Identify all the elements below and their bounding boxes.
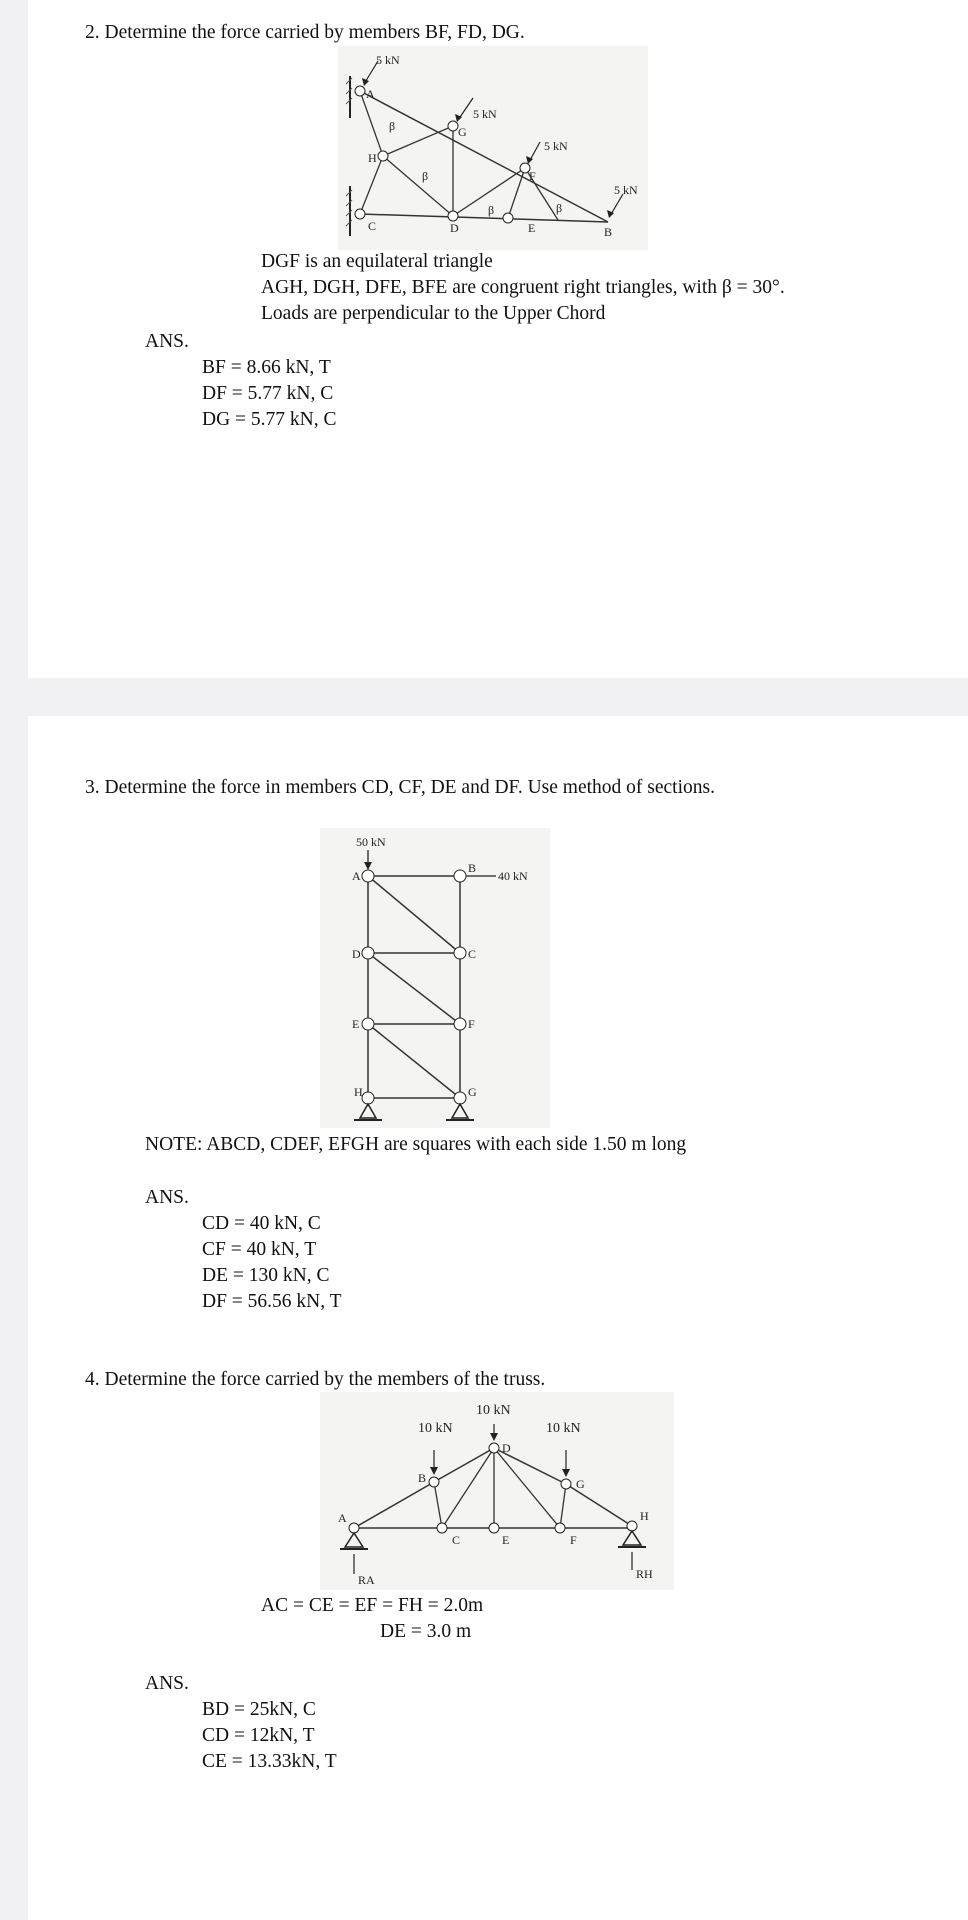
problem4-ans-label: ANS.: [145, 1673, 189, 1694]
problem3-title: 3. Determine the force in members CD, CF, DE and DF. Use method of sections.: [85, 777, 715, 798]
p4-label-RH: RH: [636, 1567, 653, 1581]
problem2-note-1: DGF is an equilateral triangle: [261, 251, 493, 272]
joint-B: [429, 1477, 439, 1487]
p4-label-D: D: [502, 1441, 511, 1455]
p2-beta-3: β: [488, 203, 495, 217]
problem2-note-3: Loads are perpendicular to the Upper Chord: [261, 303, 606, 324]
p2-label-E: E: [528, 221, 536, 235]
joint-H: [378, 151, 388, 161]
p2-label-D: D: [450, 221, 459, 235]
p2-load-top: 5 kN: [376, 53, 400, 67]
p2-beta-4: β: [556, 201, 563, 215]
p3-load-a: 50 kN: [356, 835, 386, 849]
problem4-answer-3: CE = 13.33kN, T: [202, 1751, 337, 1772]
problem3-ans-label: ANS.: [145, 1187, 189, 1208]
problem2-note-2: AGH, DGH, DFE, BFE are congruent right triangles, with β = 30°.: [261, 277, 785, 298]
p4-label-A: A: [338, 1511, 347, 1525]
support-H: [623, 1531, 641, 1545]
joint-D: [489, 1443, 499, 1453]
support-H: [360, 1104, 376, 1118]
joint-H: [627, 1521, 637, 1531]
p3-label-F: F: [468, 1017, 475, 1031]
p3-label-E: E: [352, 1017, 360, 1031]
problem2-truss-figure: [338, 46, 648, 250]
p2-load-g: 5 kN: [473, 107, 497, 121]
joint-B: [454, 870, 466, 882]
p4-label-E: E: [502, 1533, 510, 1547]
p4-load-d: 10 kN: [476, 1403, 511, 1418]
p3-load-b: 40 kN: [498, 869, 528, 883]
p2-label-C: C: [368, 219, 377, 233]
problem2-answer-3: DG = 5.77 kN, C: [202, 409, 337, 430]
p2-beta-2: β: [422, 169, 429, 183]
support-A: [345, 1533, 363, 1547]
p3-label-D: D: [352, 947, 361, 961]
p4-label-F: F: [570, 1533, 577, 1547]
p3-label-C: C: [468, 947, 477, 961]
problem3-answer-4: DF = 56.56 kN, T: [202, 1291, 342, 1312]
p3-label-G: G: [468, 1085, 477, 1099]
p3-label-A: A: [352, 869, 361, 883]
joint-F: [555, 1523, 565, 1533]
p2-load-b: 5 kN: [614, 183, 638, 197]
joint-G: [561, 1479, 571, 1489]
joint-H: [362, 1092, 374, 1104]
p3-label-B: B: [468, 861, 477, 875]
p3-label-H: H: [354, 1085, 363, 1099]
joint-F: [454, 1018, 466, 1030]
joint-A: [362, 870, 374, 882]
p2-label-G: G: [458, 125, 467, 139]
joint-C: [437, 1523, 447, 1533]
joint-C: [454, 947, 466, 959]
joint-G: [448, 121, 458, 131]
p2-beta-1: β: [389, 119, 396, 133]
problem4-answer-1: BD = 25kN, C: [202, 1699, 316, 1720]
p4-label-B: B: [418, 1471, 427, 1485]
problem3-truss-figure: [320, 828, 550, 1128]
joint-E: [489, 1523, 499, 1533]
problem3-answer-1: CD = 40 kN, C: [202, 1213, 321, 1234]
document-page-2: [28, 716, 968, 1920]
joint-A: [349, 1523, 359, 1533]
problem4-title: 4. Determine the force carried by the members of the truss.: [85, 1369, 546, 1390]
p4-load-b: 10 kN: [418, 1421, 453, 1436]
p2-label-H: H: [368, 151, 377, 165]
p2-load-f: 5 kN: [544, 139, 568, 153]
joint-E: [362, 1018, 374, 1030]
p4-label-RA: RA: [358, 1573, 375, 1587]
problem2-title: 2. Determine the force carried by members BF, FD, DG.: [85, 22, 525, 43]
problem4-truss-figure: [320, 1392, 674, 1590]
problem3-answer-3: DE = 130 kN, C: [202, 1265, 330, 1286]
problem3-note: NOTE: ABCD, CDEF, EFGH are squares with each side 1.50 m long: [145, 1134, 687, 1155]
p4-label-C: C: [452, 1533, 461, 1547]
joint-D: [362, 947, 374, 959]
problem3-answer-2: CF = 40 kN, T: [202, 1239, 317, 1260]
problem4-dim-1: AC = CE = EF = FH = 2.0m: [261, 1595, 484, 1616]
problem2-answer-1: BF = 8.66 kN, T: [202, 357, 331, 378]
p4-label-G: G: [576, 1477, 585, 1491]
p4-label-H: H: [640, 1509, 649, 1523]
joint-E: [503, 213, 513, 223]
p4-load-g: 10 kN: [546, 1421, 581, 1436]
joint-C: [355, 209, 365, 219]
problem4-answer-2: CD = 12kN, T: [202, 1725, 315, 1746]
support-G: [452, 1104, 468, 1118]
joint-D: [448, 211, 458, 221]
document-page-1: [28, 0, 968, 678]
problem2-ans-label: ANS.: [145, 331, 189, 352]
p2-label-F: F: [529, 169, 536, 183]
joint-G: [454, 1092, 466, 1104]
p2-label-B: B: [604, 225, 613, 239]
joint-A: [355, 86, 365, 96]
problem2-answer-2: DF = 5.77 kN, C: [202, 383, 334, 404]
problem4-dim-2: DE = 3.0 m: [380, 1621, 472, 1642]
p2-label-A: A: [366, 87, 375, 101]
